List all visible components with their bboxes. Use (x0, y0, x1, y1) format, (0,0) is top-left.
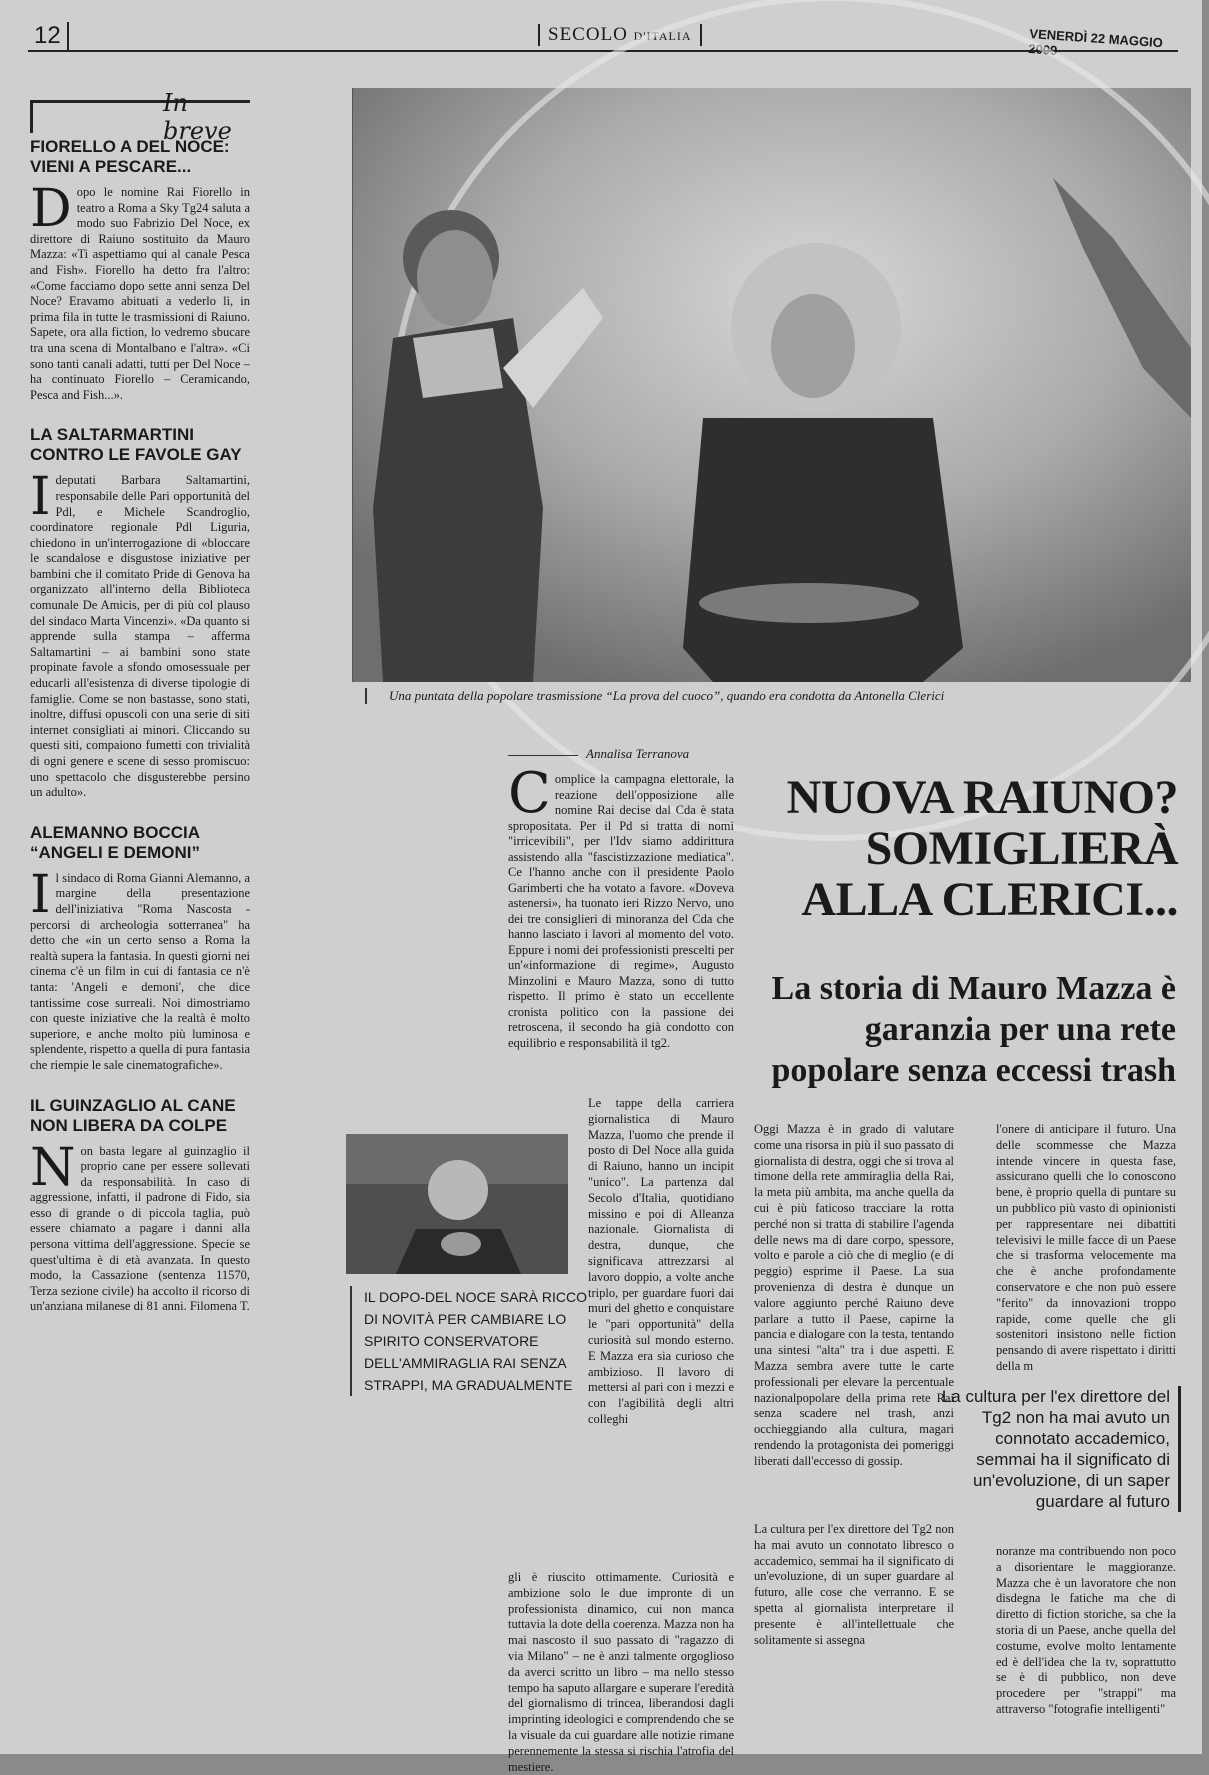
publication-suffix: D'ITALIA (633, 29, 692, 43)
article-text-5: La cultura per l'ex direttore del Tg2 non ha mai avuto un connotato libresco o accademico, semmai ha il significato di un'evoluzione, di un super guardare al futuro, alle cose che verranno. E se spetta al giornalista interpretare il presente è all'intellettuale che solitamente si assegna (754, 1522, 954, 1647)
article-column-3-bottom (996, 1544, 1176, 1718)
main-photo (352, 88, 1191, 682)
pull-quote: La cultura per l'ex direttore del Tg2 non ha mai avuto un connotato accademico, semmai ha il significato di un'evoluzione, di un saper guardare al futuro (934, 1386, 1181, 1512)
brief-headline-3: ALEMANNO BOCCIA “ANGELI E DEMONI” (30, 822, 201, 862)
issue-date: VENERDÌ 22 MAGGIO 2009 (1027, 26, 1164, 58)
article-text-4: Oggi Mazza è in grado di valutare come una risorsa in più il suo passato di giornalista di destra, oggi che si trova al timone della rete ammiraglia della Rai, la meta più ambita, ma anche quella da cui è più faticoso tracciare la rotta perché non si tratta di stabilire l'agenda delle news ma di dare corpo, spessore, volto e parole a ciò che di meglio (e di peggio) esprime il Paese. La sua provenienza di destra è dunque un valore aggiunto perché Raiuno deve parlare a tutto il Paese, capirne la pancia e dialogare con la testa, tentando una sintesi "alta" tra i due aspetti. E Mazza sembra avere tutte le carte professionali per elevare la percentuale nazionalpopolare della prima rete Rai senza scadere nel trash, anzi occhieggiando alla cultura, magari rendendo la protagonista dei pomeriggi liberati dall'eccesso di gossip. (754, 1122, 954, 1468)
brief-headline-2: LA SALTARMARTINI CONTRO LE FAVOLE GAY (30, 425, 242, 465)
main-photo-illustration (353, 88, 1191, 682)
brief-body-1: Dopo le nomine Rai Fiorello in teatro a Roma a Sky Tg24 saluta a modo suo Fabrizio Del Noce, ex direttore di Raiuno sostituito da Mauro Mazza: «Ti aspettiamo qui al canale Pesca and Fish». Fiorello ha detto fra l'altro: «Come facciamo dopo sette anni senza Del Noce? Eravamo abituati a vederlo lì, in prima fila in tutte le trasmissioni di Raiuno. Sapete, ora alla fiction, lo vedremo sbucare tra una scena di Montalbano e l'altra». «Ci sono tanti canali adatti, tutti per Del Noce – ha continuato Fiorello – Ceramicando, Pesca and Fish...». (30, 179, 250, 402)
photo-pull-quote: IL DOPO-DEL NOCE SARÀ RICCO DI NOVITÀ PER CAMBIARE LO SPIRITO CONSERVATORE DELL'AMMIRAGLIA RAI SENZA STRAPPI, MA GRADUALMENTE (350, 1286, 588, 1396)
in-breve-logo: In breve (30, 100, 250, 133)
article-column-1-bottom (508, 1570, 734, 1775)
article-subtitle: La storia di Mauro Mazza è garanzia per una rete popolare senza eccessi trash (771, 970, 1176, 1090)
photo-caption: Una puntata della popolare trasmissione “La prova del cuoco”, quando era condotta da Antonella Clerici (365, 688, 1209, 704)
article-column-2-top (754, 1122, 954, 1470)
brief-headline-4: IL GUINZAGLIO AL CANE NON LIBERA DA COLPE (30, 1095, 236, 1135)
page-header (28, 20, 1178, 58)
article-column-1-top (508, 761, 734, 1051)
article-drop-cap: C (508, 761, 551, 826)
brief-body-3: Il sindaco di Roma Gianni Alemanno, a margine della presentazione dell'iniziativa "Roma Nascosta - percorsi di archeologia sotterranea" ha detto che «in un certo senso a Roma la realtà supera la fantasia. In questi giorni nei cinema c'è un film in cui di fantasia ce n'è tanta: 'Angeli e demoni', che dice tantissime cose surreali. Noi dimostriamo con queste iniziative che la realtà è molto superiore, e anche molto più luminosa e splendente, rispetto a quella di pura fantasia che riempie le sale cinematografiche». (30, 864, 250, 1072)
brief-body-4: Non basta legare al guinzaglio il proprio cane per essere sollevati da responsabilità. In caso di aggressione, infatti, il padrone di Fido, sia esso di grande o di piccola taglia, può essere chiamato a pagare i danni alla persona vittima dell'aggressione. Specie se quest'ultima è di età avanzata. In questo modo, la Cassazione (sentenza 11570, Terza sezione civile) ha accolto il ricorso di un'anziana milanese di 81 anni. Filomena T. (30, 1137, 250, 1314)
article-column-3-top (996, 1122, 1176, 1375)
publication-name: SECOLO (548, 24, 628, 45)
article-column-1-narrow (588, 1096, 734, 1428)
article-column-2-bottom (754, 1522, 954, 1648)
in-breve-column (30, 89, 250, 1315)
brief-body-2: Ideputati Barbara Saltamartini, responsabile delle Pari opportunità del Pdl, e Michele Scandroglio, coordinatore regionale Pdl Liguria, chiedono in un'interrogazione di «bloccare le scandalose e disgustose iniziative per bambini che il comitato Pride di Genova ha organizzato all'interno della Biblioteca comunale De Amicis, per di più col plauso del sindaco Marta Vincenzi». «Da quanto si apprende sulla stampa – afferma Saltamartini – ai bambini sono state propinate favole a sfondo omosessuale per educarli all'esistenza di diverse tipologie di famiglie. Come se non bastasse, sono stati, inoltre, diffusi opuscoli con una serie di siti internet consigliati ai minori. Cliccando su questi siti, compaiono fumetti con trivialità di ogni genere e scene di sesso promiscuo: uno spettacolo che disgusterebbe persino un adulto». (30, 467, 250, 800)
article-text-3: gli è riuscito ottimamente. Curiosità e ambizione solo le due impronte di un professionista dinamico, cui non manca tuttavia la dote della coerenza. Mazza non ha mai nascosto il suo passato di "ragazzo di via Milano" – ne è anzi talmente orgoglioso da averci scritto un libro – ma nello stesso tempo ha saputo allargare e superare l'eredità del giornalismo di trincea, liberandosi dagli imprinting ideologici e comprendendo che se la visuale da cui guardare alle notizie rimane perennemente la stessa si rischia l'atrofia del mestiere. (508, 1570, 734, 1774)
page-number: 12 (34, 22, 69, 50)
article-text-7: noranze ma contribuendo non poco a disorientare le maggioranze. Mazza che è un lavoratore che non disdegna le fatiche ma che di diretto di fiction storiche, sa che la storia di un Paese, anche quella del costume, evolve molto lentamente ed è dell'idea che la tv, soprattutto se è di pubblico, non deve procedere per "strappi" ma attraverso "fotografie intelligenti" (996, 1544, 1176, 1716)
article-text-1: omplice la campagna elettorale, la reazione dell'opposizione alle nomine Rai decise dal Cda è stata spropositata. Per il Pd si tratta di nomi "irricevibili", per l'Idv siamo addirittura assistendo alla "fascistizzazione mediatica". Ce l'hanno anche con il presidente Paolo Garimberti che ha votato a favore. «Doveva astenersi», ha tuonato ieri Rizzo Nervo, uno dei tre consiglieri di minoranza del Cda che hanno lasciato i lavori al momento del voto. Eppure i nomi dei professionisti prescelti per un'«informazione di regime», Augusto Minzolini e Mauro Mazza, sono di tutto rispetto. Il primo è stato un eccellente cronista politico con la passione dei retroscena, il secondo ha già condotto con equilibrio e responsabilità il tg2. (508, 772, 734, 1050)
byline: Annalisa Terranova (508, 746, 689, 762)
article-title: NUOVA RAIUNO? SOMIGLIERÀ ALLA CLERICI... (786, 771, 1178, 927)
brief-headline-1: FIORELLO A DEL NOCE: VIENI A PESCARE... (30, 137, 230, 176)
article-text-2: Le tappe della carriera giornalistica di Mauro Mazza, l'uomo che prende il posto di Del Noce alla guida di Raiuno, hanno un incipit "unico". La partenza dal Secolo d'Italia, quotidiano missino e poi di Alleanza nazionale. Giornalista di destra, dunque, che significava attrezzarsi al lavoro doppio, a volte anche triplo, per guardare fuori dai muri del ghetto e conquistare le "pari opportunità" della curiosità sul mondo esterno. E Mazza era sia curioso che ambizioso. Il lavoro di mettersi al pari con i mezzi e con l'agibilità degli altri colleghi (588, 1096, 734, 1426)
mazza-photo-illustration (346, 1134, 568, 1274)
mazza-photo (346, 1134, 568, 1274)
article-text-6: l'onere di anticipare il futuro. Una delle scommesse che Mazza intende vincere in questa fase, assicurano quelli che lo conoscono bene, è proprio quella di puntare su un pubblico più vasto di opinionisti per rappresentare nei dibattiti televisivi le mille facce di un Paese che si trasforma velocemente ma che è anche profondamente conservatore e che non può essere "ferito" da innovazioni troppo rapide, come quelle che gli sostenitori insistono nelle fiction pensando di avere rispettato i diritti della m (996, 1122, 1176, 1373)
